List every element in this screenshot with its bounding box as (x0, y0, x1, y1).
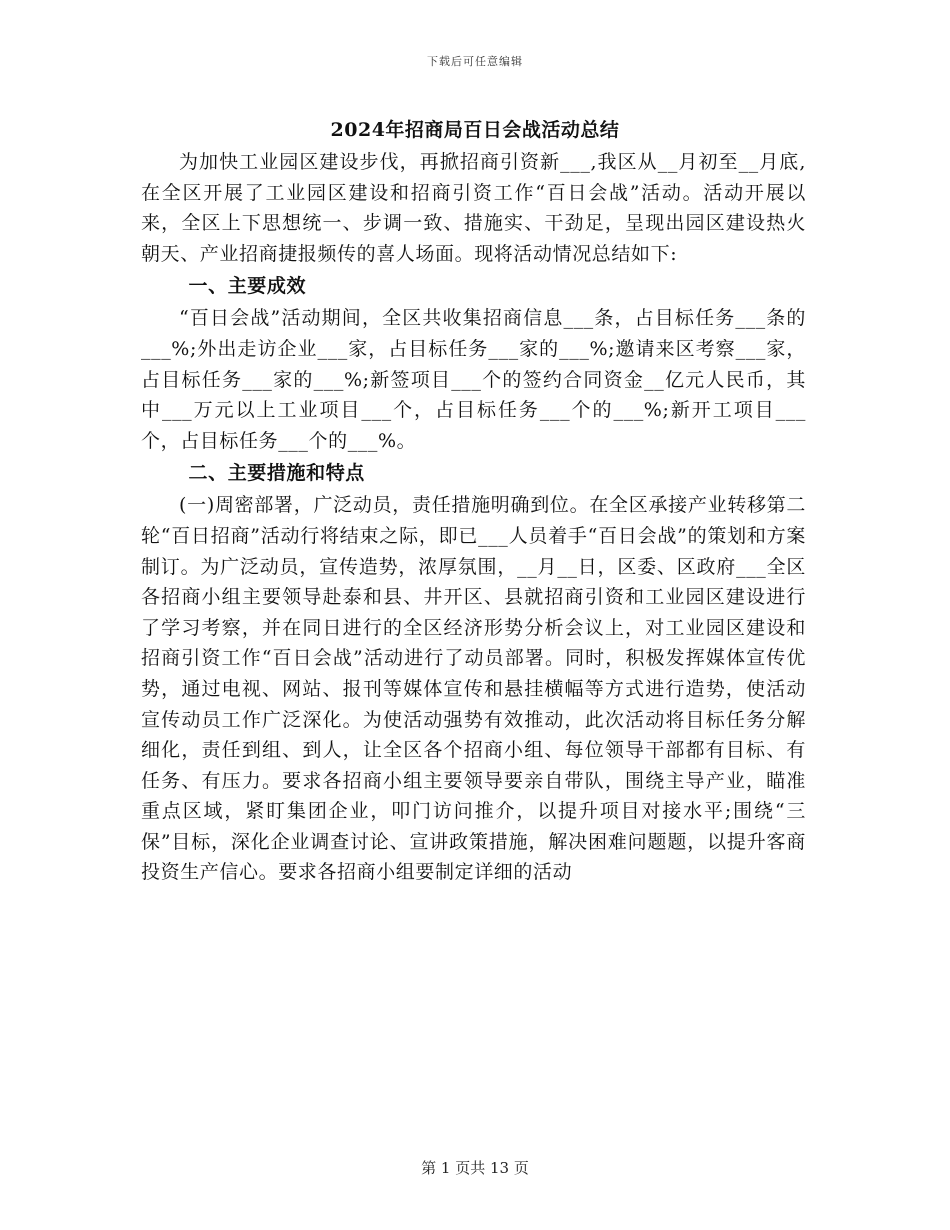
document-title: 2024年招商局百日会战活动总结 (330, 119, 620, 141)
intro-paragraph: 为加快工业园区建设步伐，再掀招商引资新___,我区从__月初至__月底,在全区开展了工业园区建设和招商引资工作“百日会战”活动。活动开展以来，全区上下思想统一、步调一致、措施实、干劲足，呈现出园区建设热火朝天、产业招商捷报频传的喜人场面。现将活动情况总结如下: (141, 151, 806, 265)
page-number: 第 1 页共 13 页 (421, 1159, 529, 1177)
page-header-note: 下载后可任意编辑 (427, 55, 523, 68)
section-paragraph-measures: (一)周密部署，广泛动员，责任措施明确到位。在全区承接产业转移第二轮“百日招商”活动行将结束之际，即已___人员着手“百日会战”的策划和方案制订。为广泛动员，宣传造势，浓厚氛围，__月__日，区委、区政府___全区各招商小组主要领导赴泰和县、井开区、县就招商引资和工业园区建设进行了学习考察，并在同日进行的全区经济形势分析会议上，对工业园区建设和招商引资工作“百日会战”活动进行了动员部署。同时，积极发挥媒体宣传优势，通过电视、网站、报刊等媒体宣传和悬挂横幅等方式进行造势，使活动宣传动员工作广泛深化。为使活动强势有效推动，此次活动将目标任务分解细化，责任到组、到人，让全区各个招商小组、每位领导干部都有目标、有任务、有压力。要求各招商小组主要领导要亲自带队，围绕主导产业，瞄准重点区域，紧盯集团企业，叩门访问推介，以提升项目对接水平;围绕“三保”目标，深化企业调查讨论、宣讲政策措施，解决困难问题题，以提升客商投资生产信心。要求各招商小组要制定详细的活动 (141, 494, 806, 884)
document-body (141, 147, 806, 888)
section-paragraph-main-results: “百日会战”活动期间，全区共收集招商信息___条，占目标任务___条的___%;外出走访企业___家，占目标任务___家的___%;邀请来区考察___家，占目标任务___家的___%;新签项目___个的签约合同资金__亿元人民币，其中___万元以上工业项目___个，占目标任务___个的___%;新开工项目___个，占目标任务___个的___%。 (141, 307, 806, 452)
section-heading-main-results: 一、主要成效 (188, 275, 307, 298)
section-heading-measures: 二、主要措施和特点 (188, 462, 365, 485)
